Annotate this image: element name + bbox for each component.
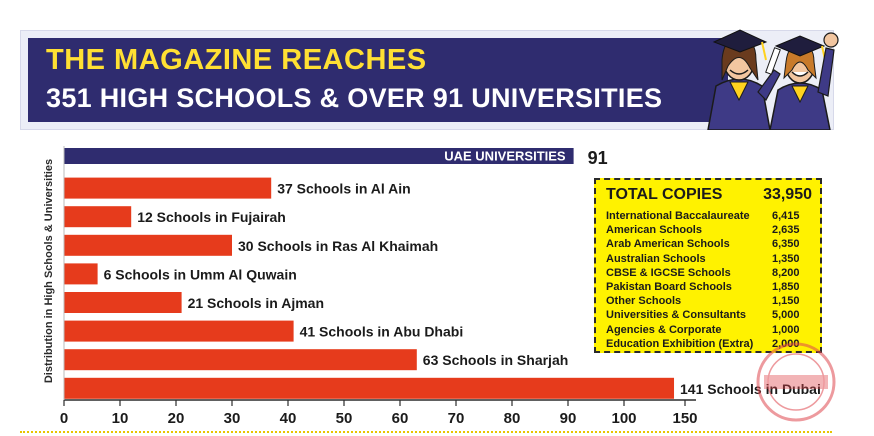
copies-row-value: 8,200 <box>772 266 800 279</box>
copies-row-value: 5,000 <box>772 309 800 322</box>
copies-row <box>606 280 812 294</box>
x-tick-label: 80 <box>503 410 521 427</box>
copies-row-value: 2,000 <box>772 337 800 350</box>
copies-row <box>606 308 812 322</box>
bar-label-6-schools-in-umm-al-quwain: 6 Schools in Umm Al Quwain <box>103 266 297 283</box>
bottom-divider <box>20 431 832 433</box>
copies-row-label: Education Exhibition (Extra) <box>606 337 754 350</box>
bar-label-30-schools-in-ras-al-khaimah: 30 Schools in Ras Al Khaimah <box>238 237 439 254</box>
bar-63-schools-in-sharjah <box>64 349 417 370</box>
bar-label-141-schools-in-dubai: 141 Schools in Dubai <box>680 380 821 397</box>
bar-label-uae-universities: UAE UNIVERSITIES <box>444 148 566 164</box>
copies-row-label: International Baccalaureate <box>606 210 750 222</box>
x-tick-label: 60 <box>391 410 409 427</box>
x-tick-label: 30 <box>223 410 241 427</box>
x-tick-label: 10 <box>111 410 129 427</box>
copies-row <box>606 237 812 251</box>
copies-row-label: CBSE & IGCSE Schools <box>606 266 731 279</box>
copies-row <box>606 323 812 337</box>
copies-row-label: Agencies & Corporate <box>606 323 722 336</box>
bar-21-schools-in-ajman <box>64 292 182 313</box>
copies-row <box>606 252 812 266</box>
bar-label-41-schools-in-abu-dhabi: 41 Schools in Abu Dhabi <box>299 323 464 340</box>
headline-line-2: 351 HIGH SCHOOLS & OVER 91 UNIVERSITIES <box>46 83 663 113</box>
bar-label-37-schools-in-al-ain: 37 Schools in Al Ain <box>277 180 411 197</box>
bar-37-schools-in-al-ain <box>64 178 271 199</box>
x-tick-label: 150 <box>672 410 698 427</box>
total-copies-value: 33,950 <box>763 186 812 203</box>
x-tick-label: 50 <box>335 410 353 427</box>
copies-row <box>606 223 812 237</box>
bar-label-63-schools-in-sharjah: 63 Schools in Sharjah <box>422 352 569 369</box>
bar-41-schools-in-abu-dhabi <box>64 321 294 342</box>
bar-12-schools-in-fujairah <box>64 206 131 227</box>
copies-row-label: Other Schools <box>606 295 682 308</box>
x-tick-label: 40 <box>279 410 297 427</box>
copies-row-label: Universities & Consultants <box>606 309 746 322</box>
copies-row-value: 1,850 <box>772 280 800 293</box>
bar-141-schools-in-dubai <box>64 378 674 399</box>
copies-row-label: American Schools <box>606 224 702 237</box>
bar-label-21-schools-in-ajman: 21 Schools in Ajman <box>187 295 325 311</box>
copies-row-value: 2,635 <box>772 224 800 237</box>
copies-row-value: 6,350 <box>772 238 800 251</box>
x-tick-label: 70 <box>447 410 465 427</box>
copies-row-label: Arab American Schools <box>606 238 730 251</box>
total-copies-label: TOTAL COPIES <box>606 186 723 203</box>
copies-row <box>606 209 812 223</box>
y-axis-label: Distribution in High Schools & Universities <box>43 158 55 384</box>
headline-line-1: THE MAGAZINE REACHES <box>46 44 427 76</box>
copies-row-label: Australian Schools <box>606 252 706 265</box>
copies-row-value: 1,000 <box>772 323 800 336</box>
bar-30-schools-in-ras-al-khaimah <box>64 235 232 256</box>
copies-row-value: 1,350 <box>772 252 800 265</box>
copies-row <box>606 294 812 308</box>
x-tick-label: 90 <box>559 410 577 427</box>
bar-6-schools-in-umm-al-quwain <box>64 263 98 284</box>
x-tick-label: 100 <box>611 410 637 427</box>
x-tick-label: 20 <box>167 410 185 427</box>
copies-row-value: 6,415 <box>772 210 800 222</box>
copies-row <box>606 266 812 280</box>
total-copies-box <box>594 178 822 353</box>
total-copies-header <box>606 186 812 204</box>
bar-label-12-schools-in-fujairah: 12 Schools in Fujairah <box>137 209 286 226</box>
copies-row-label: Pakistan Board Schools <box>606 280 732 293</box>
bar-value-uae-universities: 91 <box>587 148 608 168</box>
copies-row-value: 1,150 <box>772 295 800 308</box>
watermark-stamp-icon <box>754 340 838 424</box>
x-tick-label: 0 <box>59 410 69 427</box>
copies-breakdown-list <box>606 209 812 351</box>
